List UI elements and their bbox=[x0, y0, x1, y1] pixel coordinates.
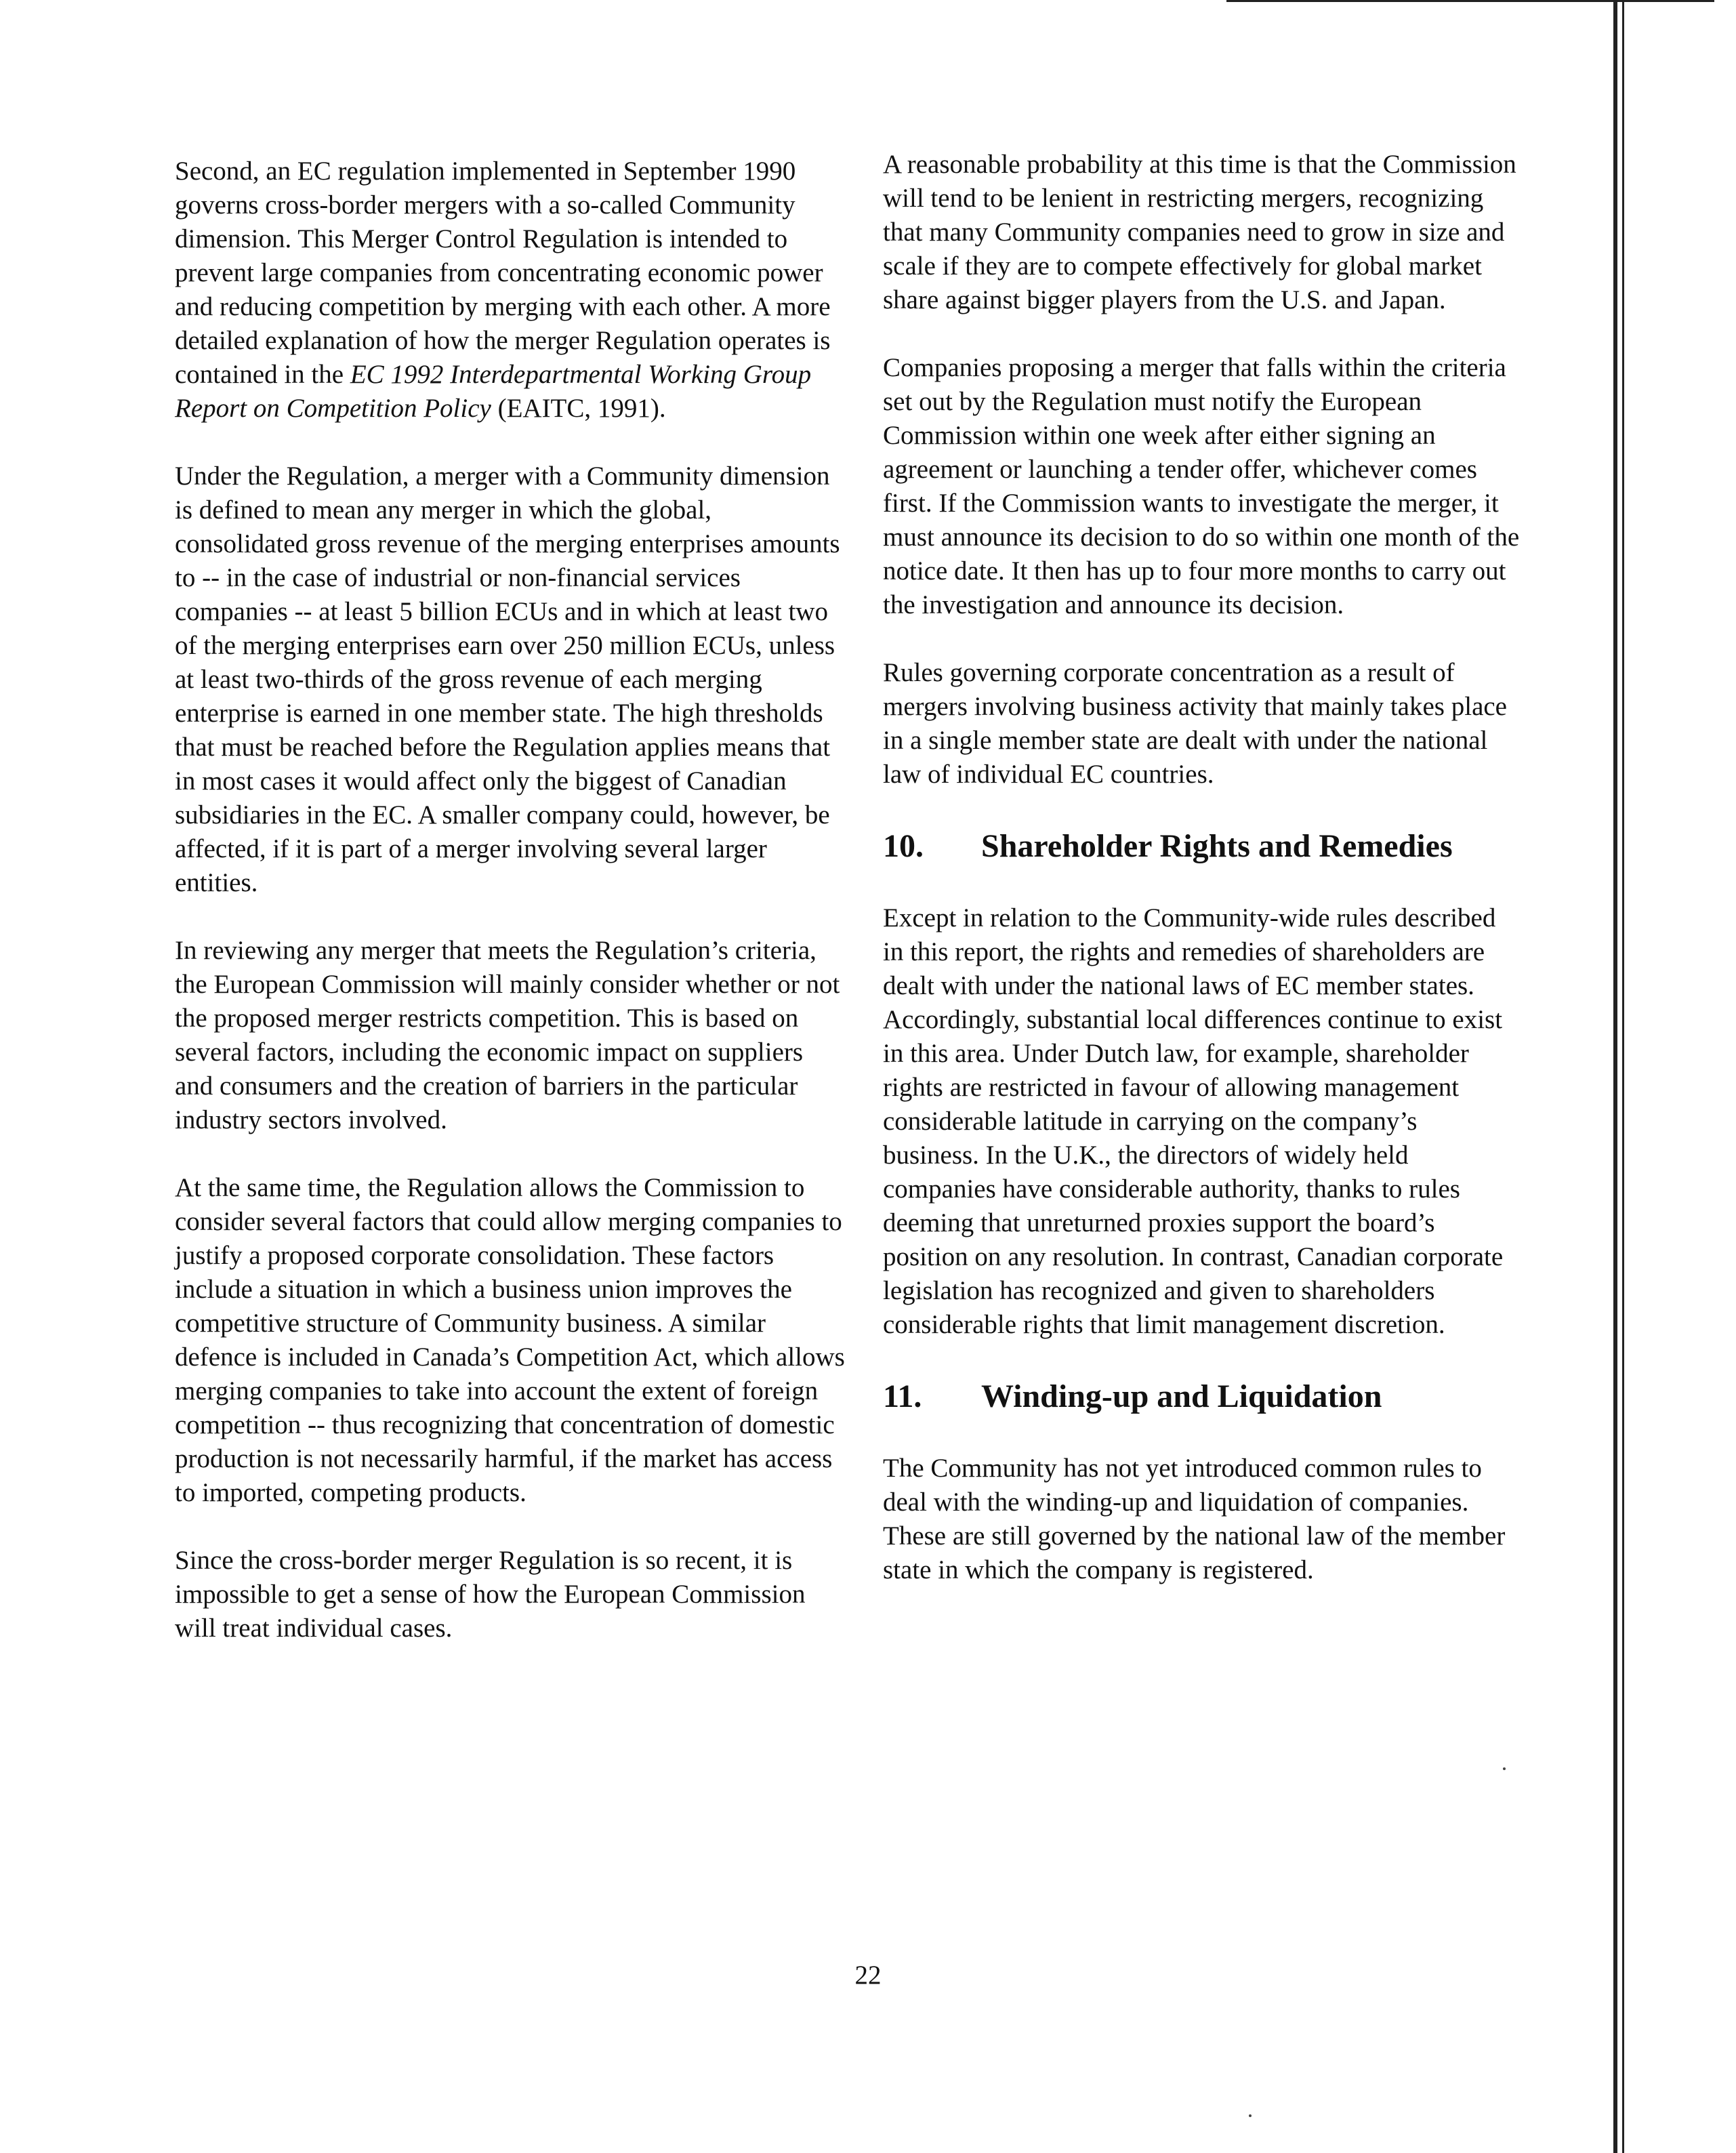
paragraph bbox=[175, 1171, 846, 1510]
left-column bbox=[175, 155, 846, 1679]
right-column bbox=[883, 148, 1520, 1621]
section-heading-10 bbox=[883, 825, 1520, 867]
section-number: 10. bbox=[883, 828, 924, 864]
paragraph-text: Under the Regulation, a merger with a Community dimension is defined to mean any merger in which the global, consolidated gross revenue of the merging enterprises amounts to -- in the case of industrial or non-financial services companies -- at least 5 billion ECUs and in which at least two of the merging enterprises earn over 250 million ECUs, unless at least two-thirds of the gross revenue of each merging enterprise is earned in one member state. The high thresholds that must be reached before the Regulation applies means that in most cases it would affect only the biggest of Canadian subsidiaries in the EC. A smaller company could, however, be affected, if it is part of a merger involving several larger entities. bbox=[175, 462, 840, 897]
paragraph bbox=[175, 934, 846, 1137]
paragraph bbox=[175, 1544, 846, 1645]
paragraph-text: (EAITC, 1991). bbox=[491, 394, 666, 423]
section-number: 11. bbox=[883, 1378, 922, 1414]
page-number: 22 bbox=[854, 1961, 882, 1990]
paragraph-notification: Companies proposing a merger that falls within the criteria set out by the Regulation must notify the European Commission within one week after either signing an agreement or launching a tender offer, whichever comes first. If the Commission wants to investigate the merger, it must announce its decision to do so within one month of the notice date. It then has up to four more months to carry out the investigation and announce its decision. bbox=[883, 353, 1520, 619]
binding-edge-line-2 bbox=[1622, 0, 1624, 2153]
paragraph bbox=[175, 155, 846, 426]
binding-edge-line bbox=[1613, 0, 1617, 2153]
paragraph-text: At the same time, the Regulation allows the Commission to consider several factors that could allow merging companies to justify a proposed corporate consolidation. These factors include a situation in which a business union improves the competitive structure of Community business. A similar defence is included in Canada’s Competition Act, which allows merging companies to take into account the extent of foreign competition -- thus recognizing that concentration of domestic production is not necessarily harmful, if the market has access to imported, competing products. bbox=[175, 1173, 845, 1507]
section-heading-11 bbox=[883, 1376, 1520, 1418]
scan-speck bbox=[1503, 1767, 1506, 1770]
top-rule bbox=[1226, 0, 1714, 2]
paragraph-text: Since the cross-border merger Regulation is so recent, it is impossible to get a sense of how the European Commission will treat individual cases. bbox=[175, 1546, 806, 1643]
paragraph-text: Second, an EC regulation implemented in September 1990 governs cross-border mergers with a so-called Community dimension. This Merger Control Regulation is intended to prevent large companies from concentrating economic power and reducing competition by merging with each other. A more detailed explanation of how the merger Regulation operates is contained in the bbox=[175, 157, 831, 389]
paragraph-winding-up: The Community has not yet introduced common rules to deal with the winding-up and liquidation of companies. These are still governed by the national law of the member state in which the company is registered. bbox=[883, 1454, 1506, 1584]
paragraph bbox=[175, 459, 846, 900]
paragraph-probability: A reasonable probability at this time is that the Commission will tend to be lenient in restricting mergers, recognizing that many Community companies need to grow in size and scale if they are to compete effectively for global market share against bigger players from the U.S. and Japan. bbox=[883, 150, 1516, 314]
scan-speck bbox=[1249, 2114, 1252, 2117]
paragraph-shareholder-rights: Except in relation to the Community-wide rules described in this report, the rights and remedies of shareholders are dealt with under the national laws of EC member states. Accordingly, substantial local differences continue to exist in this area. Under Dutch law, for example, shareholder rights are restricted in favour of allowing management considerable latitude in carrying on the company’s business. In the U.K., the directors of widely held companies have considerable authority, thanks to rules deeming that unreturned proxies support the board’s position on any resolution. In contrast, Canadian corporate legislation has recognized and given to shareholders considerable rights that limit management discretion. bbox=[883, 903, 1504, 1339]
section-title: Winding-up and Liquidation bbox=[981, 1378, 1382, 1414]
report-title-italic: EC 1992 Interdepartmental Working Group Report on Competition Policy bbox=[175, 360, 812, 423]
paragraph-national-rules: Rules governing corporate concentration as a result of mergers involving business activity that mainly takes place in a single member state are dealt with under the national law of individual EC countries. bbox=[883, 658, 1507, 789]
section-title: Shareholder Rights and Remedies bbox=[981, 828, 1453, 864]
paragraph-text: In reviewing any merger that meets the Regulation’s criteria, the European Commission will mainly consider whether or not the proposed merger restricts competition. This is based on several factors, including the economic impact on suppliers and consumers and the creation of barriers in the particular industry sectors involved. bbox=[175, 936, 840, 1134]
